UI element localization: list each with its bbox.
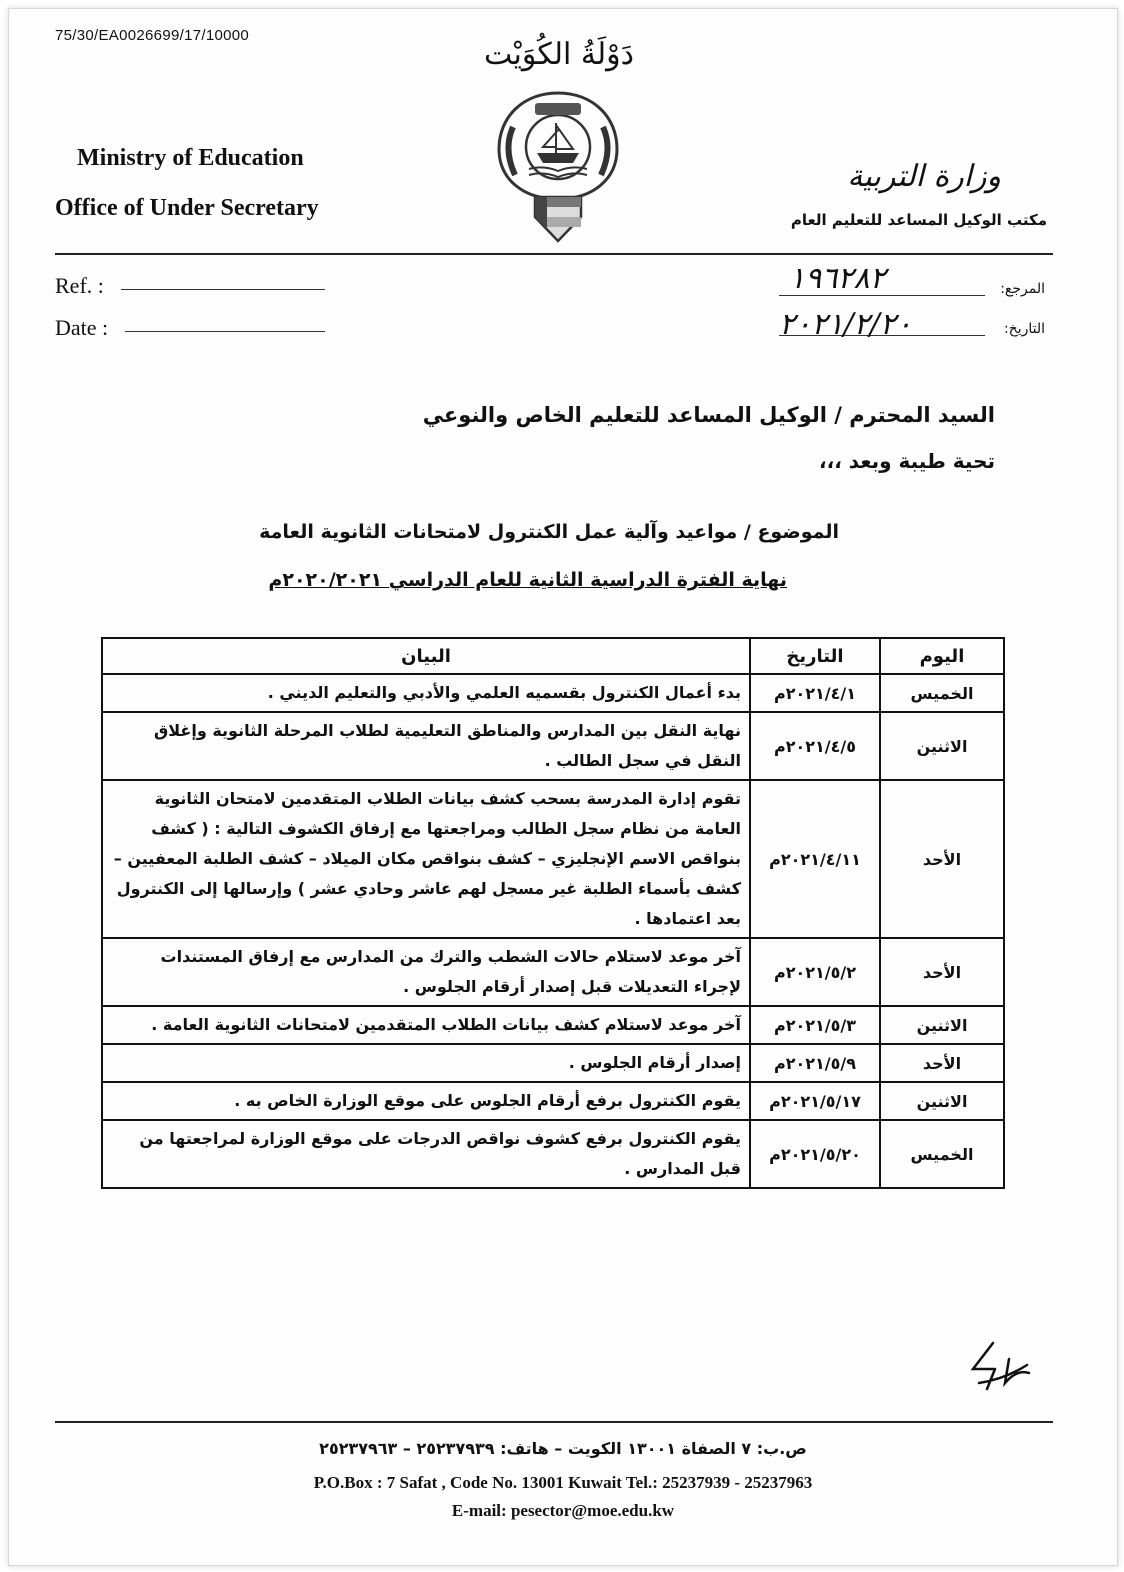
footer-email: E-mail: pesector@moe.edu.kw (451, 1501, 675, 1520)
ref-line-en (121, 289, 325, 290)
header-divider (55, 253, 1053, 255)
row-desc: بدء أعمال الكنترول بقسميه العلمي والأدبي والتعليم الديني . (102, 674, 750, 712)
table-row (102, 1120, 1004, 1188)
table-row (102, 674, 1004, 712)
row-desc: آخر موعد لاستلام حالات الشطب والترك من المدارس مع إرفاق المستندات لإجراء التعديلات قبل إصدار أرقام الجلوس . (102, 938, 750, 1006)
header-desc: البيان (102, 638, 750, 674)
signature-icon (965, 1339, 1035, 1395)
greeting: تحية طيبة وبعد ،،، (819, 449, 995, 473)
salutation: السيد المحترم / الوكيل المساعد للتعليم الخاص والنوعي (422, 403, 995, 427)
row-day: الأحد (880, 780, 1004, 938)
row-day: الاثنين (880, 1006, 1004, 1044)
table-row (102, 1006, 1004, 1044)
header-day: اليوم (880, 638, 1004, 674)
subject-line: الموضوع / مواعيد وآلية عمل الكنترول لامتحانات الثانوية العامة (259, 521, 839, 543)
kuwait-emblem-icon (493, 87, 623, 247)
office-name-en: Office of Under Secretary (55, 195, 319, 221)
table-row (102, 938, 1004, 1006)
row-date: ٢٠٢١/٥/١٧م (750, 1082, 880, 1120)
date-line-en (125, 331, 325, 332)
document-number: 75/30/EA0026699/17/10000 (55, 27, 250, 44)
row-date: ٢٠٢١/٥/٣م (750, 1006, 880, 1044)
row-date: ٢٠٢١/٥/٢٠م (750, 1120, 880, 1188)
row-day: الخميس (880, 674, 1004, 712)
row-desc: نهاية النقل بين المدارس والمناطق التعليمية لطلاب المرحلة الثانوية وإغلاق النقل في سجل الطالب . (102, 712, 750, 780)
row-date: ٢٠٢١/٤/١م (750, 674, 880, 712)
row-desc: يقوم الكنترول برفع كشوف نواقص الدرجات على موقع الوزارة لمراجعتها من قبل المدارس . (102, 1120, 750, 1188)
row-day: الخميس (880, 1120, 1004, 1188)
ministry-name-en: Ministry of Education (77, 145, 304, 171)
table-row (102, 1082, 1004, 1120)
table-row (102, 712, 1004, 780)
footer-address-ar: ص.ب: ٧ الصفاة ١٣٠٠١ الكويت – هاتف: ٢٥٢٣٧٩٣٩ – ٢٥٢٣٧٩٦٣ (319, 1439, 807, 1458)
table-row (102, 1044, 1004, 1082)
ref-label-ar: المرجع: (1000, 281, 1045, 297)
schedule-table (101, 637, 1005, 1189)
row-desc: آخر موعد لاستلام كشف بيانات الطلاب المتقدمين لامتحانات الثانوية العامة . (102, 1006, 750, 1044)
ref-label-en: Ref. : (55, 273, 104, 299)
table-row (102, 780, 1004, 938)
period-line: نهاية الفترة الدراسية الثانية للعام الدراسي ٢٠٢٠/٢٠٢١م (268, 569, 787, 591)
row-day: الأحد (880, 938, 1004, 1006)
date-handwritten: ٢٠٢١/٢/٢٠ (779, 307, 913, 342)
row-date: ٢٠٢١/٥/٢م (750, 938, 880, 1006)
row-date: ٢٠٢١/٤/٥م (750, 712, 880, 780)
header-date: التاريخ (750, 638, 880, 674)
row-desc: إصدار أرقام الجلوس . (102, 1044, 750, 1082)
footer-divider (55, 1421, 1053, 1423)
ministry-name-ar: وزارة التربية (847, 159, 1001, 194)
footer-address-en: P.O.Box : 7 Safat , Code No. 13001 Kuwait Tel.: 25237939 - 25237963 (313, 1473, 813, 1492)
row-date: ٢٠٢١/٤/١١م (750, 780, 880, 938)
office-name-ar: مكتب الوكيل المساعد للتعليم العام (790, 211, 1047, 229)
row-desc: تقوم إدارة المدرسة بسحب كشف بيانات الطلاب المتقدمين لامتحان الثانوية العامة من نظام سجل الطالب ومراجعتها مع إرفاق الكشوف التالية : ( كشف بنواقص الاسم الإنجليزي – كشف بنواقص مكان الميلاد – كشف الطلبة المعفيين – كشف بأسماء الطلبة غير مسجل لهم عاشر وحادي عشر ) وإرسالها إلى الكنترول بعد اعتمادها . (102, 780, 750, 938)
date-label-en: Date : (55, 315, 108, 341)
ref-number-handwritten: ١٩٦٢٨٢ (789, 261, 886, 296)
row-desc: يقوم الكنترول برفع أرقام الجلوس على موقع الوزارة الخاص به . (102, 1082, 750, 1120)
date-label-ar: التاريخ: (1003, 321, 1045, 337)
row-day: الاثنين (880, 1082, 1004, 1120)
state-title: دَوْلَةُ الكُوَيْت (484, 37, 634, 72)
row-day: الأحد (880, 1044, 1004, 1082)
letter-page (8, 8, 1118, 1566)
row-day: الاثنين (880, 712, 1004, 780)
row-date: ٢٠٢١/٥/٩م (750, 1044, 880, 1082)
table-header-row (102, 638, 1004, 674)
